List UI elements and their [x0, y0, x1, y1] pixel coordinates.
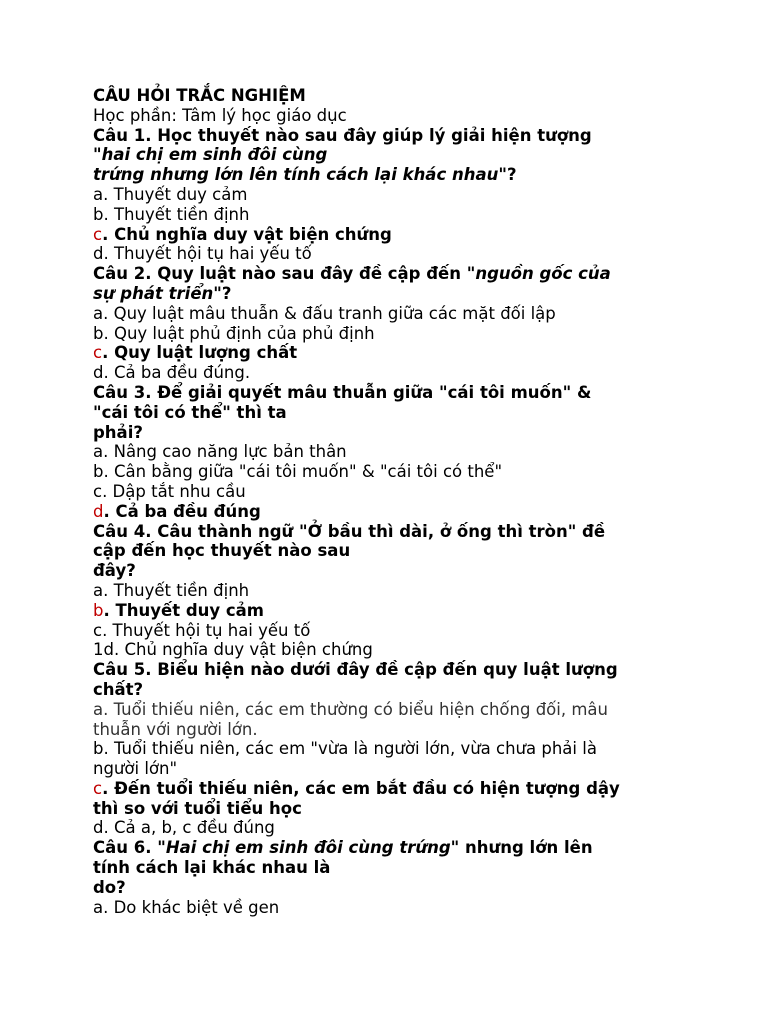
- question-6-option-a: a. Do khác biệt về gen: [93, 897, 280, 917]
- question-3-option-c: c. Dập tắt nhu cầu: [93, 481, 246, 501]
- question-4-line-3: đây?: [93, 561, 136, 581]
- question-3-line-2: "cái tôi có thể" thì ta: [93, 402, 287, 422]
- question-2-option-a: a. Quy luật mâu thuẫn & đấu tranh giữa các mặt đối lập: [93, 303, 556, 323]
- question-2-option-d: d. Cả ba đều đúng.: [93, 363, 251, 383]
- question-4-line-1: Câu 4. Câu thành ngữ "Ở bầu thì dài, ở ống thì tròn" đề: [93, 521, 606, 541]
- document-title: CÂU HỎI TRẮC NGHIỆM: [93, 86, 306, 105]
- question-6-line-3: do?: [93, 877, 126, 897]
- question-5-option-b-line-2: người lớn": [93, 759, 178, 779]
- question-1-option-d: d. Thuyết hội tụ hai yếu tố: [93, 244, 312, 264]
- question-3-option-d-answer: d. Cả ba đều đúng: [93, 501, 261, 521]
- question-5-line-1: Câu 5. Biểu hiện nào dưới đây đề cập đến quy luật lượng: [93, 660, 618, 680]
- question-1-line-1: Câu 1. Học thuyết nào sau đây giúp lý giải hiện tượng: [93, 125, 592, 145]
- question-3-line-3: phải?: [93, 422, 143, 442]
- question-5-option-c-line-2: thì so với tuổi tiểu học: [93, 798, 302, 818]
- question-1-option-b: b. Thuyết tiền định: [93, 204, 250, 224]
- question-5-option-c-answer: c. Đến tuổi thiếu niên, các em bắt đầu có hiện tượng dậy: [93, 778, 620, 798]
- question-2-line-2: sự phát triển"?: [93, 283, 232, 303]
- question-1-line-3: trứng nhưng lớn lên tính cách lại khác nhau"?: [93, 165, 517, 185]
- question-4-option-b-answer: b. Thuyết duy cảm: [93, 600, 264, 620]
- document-body: [93, 86, 693, 917]
- question-3-option-a: a. Nâng cao năng lực bản thân: [93, 442, 347, 462]
- question-2-option-c-answer: c. Quy luật lượng chất: [93, 343, 298, 363]
- question-4-option-c: c. Thuyết hội tụ hai yếu tố: [93, 620, 311, 640]
- question-1-option-a: a. Thuyết duy cảm: [93, 184, 248, 204]
- question-5-option-a-line-1: a. Tuổi thiếu niên, các em thường có biểu hiện chống đối, mâu: [93, 699, 608, 719]
- question-5-option-b-line-1: b. Tuổi thiếu niên, các em "vừa là người lớn, vừa chưa phải là: [93, 739, 597, 759]
- question-2-option-b: b. Quy luật phủ định của phủ định: [93, 323, 375, 343]
- question-4-option-a: a. Thuyết tiền định: [93, 580, 250, 600]
- question-3-option-b: b. Cân bằng giữa "cái tôi muốn" & "cái tôi có thể": [93, 462, 503, 482]
- question-5-option-d: d. Cả a, b, c đều đúng: [93, 818, 275, 838]
- question-1-option-c-answer: c. Chủ nghĩa duy vật biện chứng: [93, 224, 392, 244]
- question-6-line-2: tính cách lại khác nhau là: [93, 858, 331, 878]
- question-6-line-1: Câu 6. "Hai chị em sinh đôi cùng trứng" nhưng lớn lên: [93, 838, 593, 858]
- question-4-line-2: cập đến học thuyết nào sau: [93, 541, 351, 561]
- question-5-option-a-line-2: thuẫn với người lớn.: [93, 719, 258, 739]
- question-4-option-d: 1d. Chủ nghĩa duy vật biện chứng: [93, 640, 373, 660]
- document-subtitle: Học phần: Tâm lý học giáo dục: [93, 105, 347, 125]
- question-5-line-2: chất?: [93, 679, 144, 699]
- question-3-line-1: Câu 3. Để giải quyết mâu thuẫn giữa "cái tôi muốn" &: [93, 382, 592, 402]
- question-2-line-1: Câu 2. Quy luật nào sau đây đề cập đến "nguồn gốc của: [93, 264, 611, 284]
- question-1-line-2: "hai chị em sinh đôi cùng: [93, 145, 328, 165]
